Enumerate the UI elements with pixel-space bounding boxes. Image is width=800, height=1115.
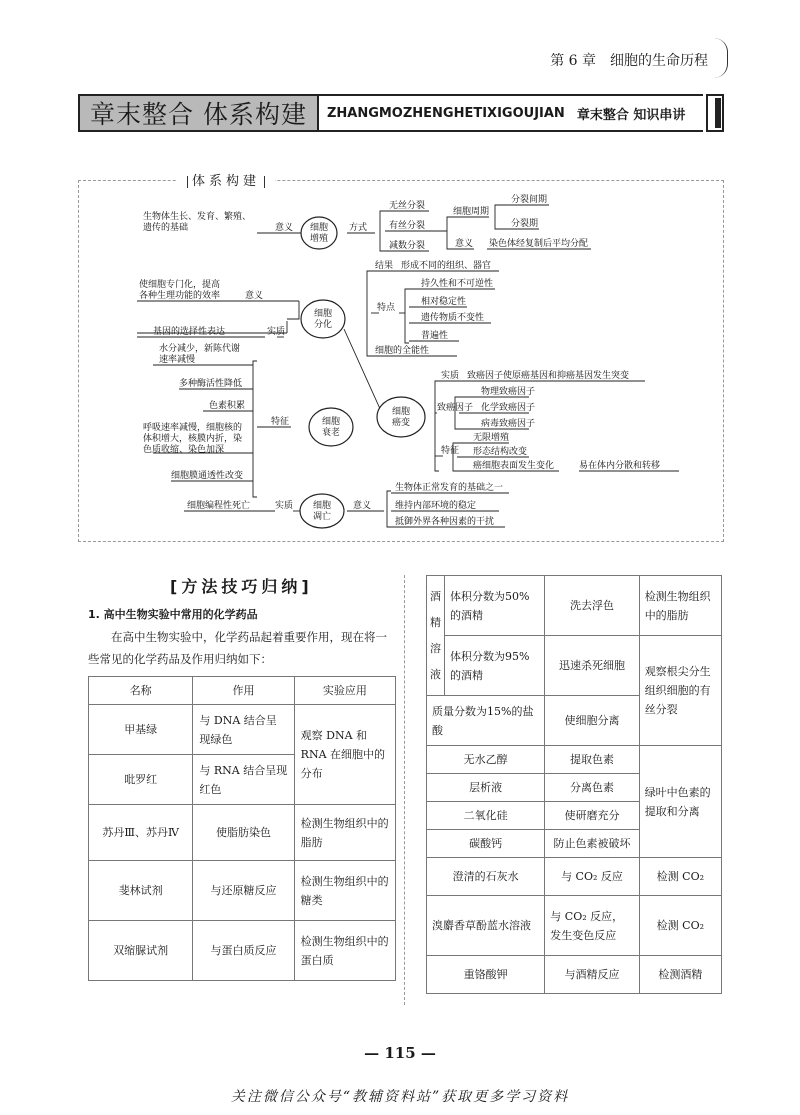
mm-text: 物理致癌因子 <box>481 387 536 397</box>
col-application: 实验应用 <box>294 677 395 705</box>
footer-note: 关注微信公众号“教辅资料站”获取更多学习资料 <box>230 1089 570 1105</box>
mm-text: 病毒致癌因子 <box>481 419 536 429</box>
mm-text: 使细胞专门化，提高 <box>139 280 221 290</box>
mm-text: 无丝分裂 <box>389 201 426 211</box>
table-row <box>427 746 722 774</box>
col-name: 名称 <box>89 677 193 705</box>
node-fenhua-l2: 分化 <box>313 320 333 330</box>
node-aibian <box>377 397 425 437</box>
mm-text: 分裂期 <box>511 219 539 229</box>
mm-text: 致癌因子使原癌基因和抑癌基因发生突变 <box>467 371 630 381</box>
page-number: — 115 — <box>364 1044 436 1062</box>
cell: 检测 CO₂ <box>639 858 721 896</box>
node-fenhua-l1: 细胞 <box>313 309 333 319</box>
cell: 重铬酸钾 <box>427 956 545 994</box>
chemicals-table-2 <box>426 575 722 994</box>
section-subtitle: 1. 高中生物实验中常用的化学药品 <box>88 608 258 621</box>
mm-text: 癌细胞表面发生变化 <box>473 461 555 471</box>
mm-text: 意义 <box>275 223 294 233</box>
cell: 溴麝香草酚蓝水溶液 <box>427 896 545 956</box>
col-function: 作用 <box>193 677 294 705</box>
mm-text: 意义 <box>353 501 372 511</box>
banner-pinyin <box>319 94 703 132</box>
table-row <box>427 858 722 896</box>
mm-text: 方式 <box>349 223 368 233</box>
mm-text: 呼吸速率减慢，细胞核的 <box>143 423 243 433</box>
mm-text: 实质 <box>267 327 286 337</box>
cell: 与 DNA 结合呈现绿色 <box>193 705 294 755</box>
mm-text: 多种酶活性降低 <box>179 379 243 389</box>
mm-text: 实质 <box>441 371 460 381</box>
cell: 检测酒精 <box>639 956 721 994</box>
node-shuailao-l2: 衰老 <box>321 428 341 438</box>
cell: 使细胞分离 <box>545 696 639 746</box>
cell: 双缩脲试剂 <box>89 921 193 981</box>
cell: 防止色素被破坏 <box>545 830 639 858</box>
mm-text: 意义 <box>245 291 264 301</box>
cell-alcohol-label: 酒精溶液 <box>427 576 445 696</box>
cell: 甲基绿 <box>89 705 193 755</box>
mm-text: 各种生理功能的效率 <box>139 291 221 301</box>
node-shuailao <box>309 408 353 446</box>
cell: 绿叶中色素的提取和分离 <box>639 746 721 858</box>
mindmap-title: 体系构建 <box>177 170 275 189</box>
mm-text: 相对稳定性 <box>421 297 467 307</box>
mm-text: 基因的选择性表达 <box>153 327 226 337</box>
mm-text: 普遍性 <box>421 331 449 341</box>
banner-subtitle: 章末整合 知识串讲 <box>576 107 686 123</box>
mm-text: 速率减慢 <box>159 355 196 365</box>
table-row <box>89 921 396 981</box>
table-row <box>427 576 722 636</box>
mm-text: 抵御外界各种因素的干扰 <box>395 517 495 527</box>
mm-text: 特征 <box>271 417 290 427</box>
cell: 与酒精反应 <box>545 956 639 994</box>
mm-text: 色质收缩、染色加深 <box>143 445 225 455</box>
cell: 检测生物组织中的脂肪 <box>639 576 721 636</box>
cell: 检测生物组织中的糖类 <box>294 861 395 921</box>
banner-end-mark <box>706 94 724 132</box>
table-row <box>427 956 722 994</box>
chapter-header: 第 6 章 细胞的生命历程 <box>550 53 708 69</box>
cell: 与 RNA 结合呈现红色 <box>193 755 294 805</box>
mm-text: 特点 <box>377 303 396 313</box>
cell: 检测生物组织中的脂肪 <box>294 805 395 861</box>
cell: 与还原糖反应 <box>193 861 294 921</box>
mm-text: 特征 <box>441 446 460 456</box>
cell: 澄清的石灰水 <box>427 858 545 896</box>
node-zengzhi-l2: 增殖 <box>309 234 329 244</box>
node-zengzhi-l1: 细胞 <box>309 223 329 233</box>
mm-text: 形成不同的组织、器官 <box>401 261 492 271</box>
cell: 吡罗红 <box>89 755 193 805</box>
decorative-bracket <box>714 38 728 78</box>
cell: 检测生物组织中的蛋白质 <box>294 921 395 981</box>
banner-pinyin-text: ZHANGMOZHENGHETIXIGOUJIAN <box>326 105 565 121</box>
cell: 层析液 <box>427 774 545 802</box>
mm-text: 化学致癌因子 <box>481 403 536 413</box>
node-fenhua <box>301 300 345 338</box>
cell: 碳酸钙 <box>427 830 545 858</box>
table-row <box>89 705 396 755</box>
cell: 与 CO₂ 反应，发生变色反应 <box>545 896 639 956</box>
method-title-text: 方法技巧归纳 <box>181 577 302 596</box>
node-aibian-l1: 细胞 <box>391 407 411 417</box>
mindmap-panel <box>78 174 724 542</box>
cell: 检测 CO₂ <box>639 896 721 956</box>
node-shuailao-l1: 细胞 <box>321 417 341 427</box>
node-aibian-l2: 癌变 <box>391 418 411 428</box>
table-row <box>427 896 722 956</box>
node-diaowang <box>300 494 344 528</box>
table-row <box>89 861 396 921</box>
mm-text: 减数分裂 <box>389 241 426 251</box>
cell: 无水乙醇 <box>427 746 545 774</box>
mm-text: 生物体生长、发育、繁殖、 <box>143 212 252 222</box>
table-row <box>427 636 722 696</box>
cell: 二氧化硅 <box>427 802 545 830</box>
cell: 分离色素 <box>545 774 639 802</box>
cell: 苏丹Ⅲ、苏丹Ⅳ <box>89 805 193 861</box>
mm-text: 水分减少，新陈代谢 <box>159 344 241 354</box>
mindmap-diagram <box>79 181 725 543</box>
mm-text: 致癌因子 <box>437 403 474 413</box>
mm-text: 细胞的全能性 <box>375 346 430 356</box>
mm-text: 形态结构改变 <box>473 447 528 457</box>
table-row <box>89 805 396 861</box>
cell: 与 CO₂ 反应 <box>545 858 639 896</box>
intro-paragraph: 在高中生物实验中，化学药品起着重要作用，现在将一些常见的化学药品及作用归纳如下： <box>88 630 387 666</box>
node-diaowang-l1: 细胞 <box>312 501 332 511</box>
cell: 迅速杀死细胞 <box>545 636 639 696</box>
cell: 提取色素 <box>545 746 639 774</box>
chemicals-table-1 <box>88 676 396 981</box>
cell: 洗去浮色 <box>545 576 639 636</box>
mm-text: 遗传物质不变性 <box>421 313 485 323</box>
mm-text: 生物体正常发育的基础之一 <box>395 483 504 493</box>
mm-text: 细胞编程性死亡 <box>187 501 251 511</box>
mm-text: 意义 <box>455 239 474 249</box>
cell: 斐林试剂 <box>89 861 193 921</box>
mm-text: 有丝分裂 <box>389 221 426 231</box>
banner-title: 章末整合 体系构建 <box>78 94 319 132</box>
cell: 观察 DNA 和 RNA 在细胞中的分布 <box>294 705 395 805</box>
cell: 观察根尖分生组织细胞的有丝分裂 <box>639 636 721 746</box>
cell: 使脂肪染色 <box>193 805 294 861</box>
column-divider <box>404 575 405 1005</box>
mm-text: 色素积累 <box>209 401 246 411</box>
mm-text: 维持内部环境的稳定 <box>395 501 477 511</box>
mm-text: 实质 <box>275 501 294 511</box>
mm-text: 易在体内分散和转移 <box>579 461 661 471</box>
mm-text: 遗传的基础 <box>143 223 189 233</box>
mm-text: 持久性和不可逆性 <box>421 279 494 289</box>
mm-text: 结果 <box>375 261 394 271</box>
mm-text: 无限增殖 <box>473 433 510 443</box>
mm-text: 细胞膜通透性改变 <box>171 471 244 481</box>
cell: 体积分数为50%的酒精 <box>445 576 545 636</box>
cell: 体积分数为95%的酒精 <box>445 636 545 696</box>
mm-text: 分裂间期 <box>511 195 548 205</box>
section-banner <box>78 94 724 132</box>
node-zengzhi <box>301 217 337 249</box>
cell: 质量分数为15%的盐酸 <box>427 696 545 746</box>
mm-text: 细胞周期 <box>453 207 490 217</box>
mm-text: 染色体经复制后平均分配 <box>489 239 589 249</box>
method-title: [方法技巧归纳] <box>170 577 313 596</box>
mm-text: 体积增大，核膜内折，染 <box>143 434 243 444</box>
cell: 使研磨充分 <box>545 802 639 830</box>
cell: 与蛋白质反应 <box>193 921 294 981</box>
table-header-row <box>89 677 396 705</box>
node-diaowang-l2: 凋亡 <box>312 512 332 522</box>
